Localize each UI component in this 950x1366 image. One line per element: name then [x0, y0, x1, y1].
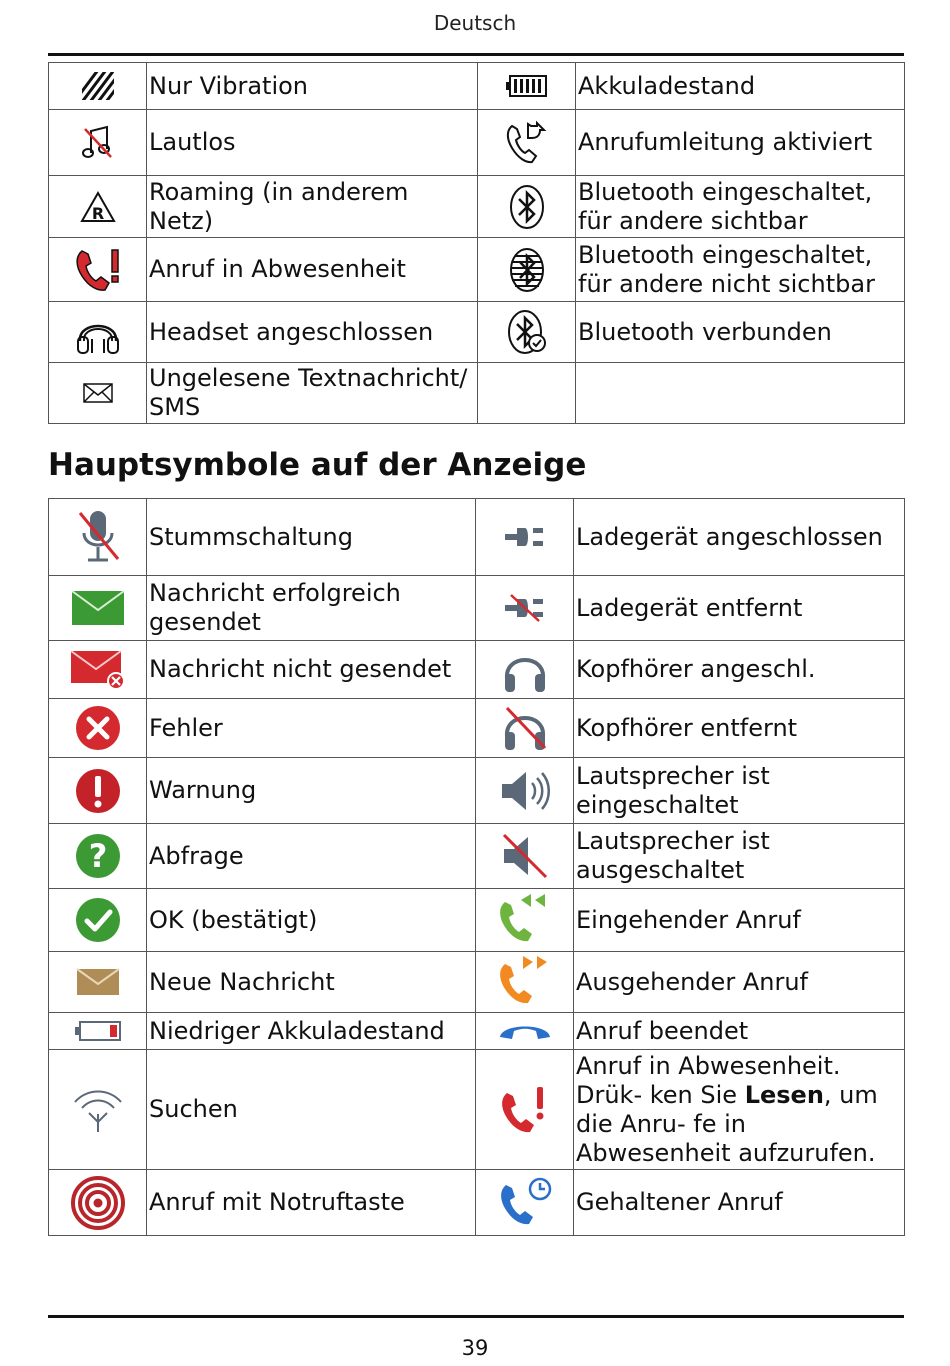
status-label-headset: Headset angeschlossen [147, 302, 478, 363]
low-battery-icon [49, 1013, 147, 1050]
missed-call-text-post: , um die Anru- fe in Abwesenheit aufzurufen. [576, 1080, 878, 1167]
label-headphones-removed: Kopfhörer entfernt [574, 699, 905, 758]
charger-connected-icon [476, 499, 574, 576]
table-row [49, 1170, 905, 1236]
header-rule [48, 53, 904, 56]
label-mute: Stummschaltung [147, 499, 476, 576]
speaker-off-icon [476, 824, 574, 889]
warning-icon [49, 758, 147, 824]
label-low-battery: Niedriger Akkuladestand [147, 1013, 476, 1050]
table-row [49, 576, 905, 641]
label-charger-removed: Ladegerät entfernt [574, 576, 905, 641]
envelope-icon [49, 363, 147, 424]
table-row [49, 699, 905, 758]
bluetooth-connected-icon [478, 302, 576, 363]
label-message-not-sent: Nachricht nicht gesendet [147, 641, 476, 699]
label-query: Abfrage [147, 824, 476, 889]
status-icons-table [48, 62, 905, 424]
section-title: Hauptsymbole auf der Anzeige [48, 447, 587, 483]
missed-call-icon [49, 238, 147, 302]
table-row [49, 63, 905, 110]
headphones-removed-icon [476, 699, 574, 758]
table-row [49, 1050, 905, 1170]
table-row [49, 363, 905, 424]
query-icon [49, 824, 147, 889]
bluetooth-hidden-icon [478, 238, 576, 302]
missed-call-text-pre: Anruf in Abwesenheit. Drük- ken Sie [576, 1051, 841, 1109]
label-speaker-on: Lautsprecher ist eingeschaltet [574, 758, 905, 824]
new-message-icon [49, 952, 147, 1013]
mute-icon [49, 499, 147, 576]
label-outgoing-call: Ausgehender Anruf [574, 952, 905, 1013]
message-sent-icon [49, 576, 147, 641]
headset-icon [49, 302, 147, 363]
ok-icon [49, 889, 147, 952]
status-label-bluetooth-connected: Bluetooth verbunden [576, 302, 905, 363]
status-label-vibration: Nur Vibration [147, 63, 478, 110]
roaming-icon [49, 176, 147, 238]
message-not-sent-icon [49, 641, 147, 699]
status-label-battery: Akkuladestand [576, 63, 905, 110]
page-number: 39 [461, 1336, 489, 1360]
label-warning: Warnung [147, 758, 476, 824]
label-new-message: Neue Nachricht [147, 952, 476, 1013]
held-call-icon [476, 1170, 574, 1236]
status-label-unread-sms: Ungelesene Textnachricht/ SMS [147, 363, 478, 424]
label-charger-connected: Ladegerät angeschlossen [574, 499, 905, 576]
table-row [49, 176, 905, 238]
headphones-connected-icon [476, 641, 574, 699]
label-headphones-connected: Kopfhörer angeschl. [574, 641, 905, 699]
label-call-ended: Anruf beendet [574, 1013, 905, 1050]
table-row [49, 1013, 905, 1050]
footer-rule [48, 1315, 904, 1318]
table-row [49, 889, 905, 952]
speaker-on-icon [476, 758, 574, 824]
status-label-roaming: Roaming (in anderem Netz) [147, 176, 478, 238]
status-label-call-forward: Anrufumleitung aktiviert [576, 110, 905, 176]
label-speaker-off: Lautsprecher ist ausgeschaltet [574, 824, 905, 889]
table-row [49, 238, 905, 302]
searching-icon [49, 1050, 147, 1170]
table-row [49, 952, 905, 1013]
outgoing-call-icon [476, 952, 574, 1013]
label-incoming-call: Eingehender Anruf [574, 889, 905, 952]
incoming-call-icon [476, 889, 574, 952]
status-label-bluetooth-visible: Bluetooth eingeschaltet, für andere sichtbar [576, 176, 905, 238]
status-label-missed-call: Anruf in Abwesenheit [147, 238, 478, 302]
label-ok: OK (bestätigt) [147, 889, 476, 952]
call-ended-icon [476, 1013, 574, 1050]
charger-removed-icon [476, 576, 574, 641]
table-row [49, 641, 905, 699]
table-row [49, 302, 905, 363]
read-keyword: Lesen [744, 1080, 824, 1109]
silent-icon [49, 110, 147, 176]
label-missed-call-main [574, 1050, 905, 1170]
label-emergency-call: Anruf mit Notruftaste [147, 1170, 476, 1236]
bluetooth-visible-icon [478, 176, 576, 238]
error-icon [49, 699, 147, 758]
empty-cell-label [576, 363, 905, 424]
table-row [49, 110, 905, 176]
table-row [49, 758, 905, 824]
vibration-icon [49, 63, 147, 110]
svg-text:?: ? [88, 837, 107, 875]
label-message-sent: Nachricht erfolgreich gesendet [147, 576, 476, 641]
table-row [49, 824, 905, 889]
main-icons-table [48, 498, 905, 1236]
missed-call-main-icon [476, 1050, 574, 1170]
empty-cell [478, 363, 576, 424]
page-header-language: Deutsch [433, 11, 517, 35]
svg-text:R: R [91, 203, 104, 223]
label-searching: Suchen [147, 1050, 476, 1170]
status-label-bluetooth-hidden: Bluetooth eingeschaltet, für andere nicht sichtbar [576, 238, 905, 302]
status-label-silent: Lautlos [147, 110, 478, 176]
table-row [49, 499, 905, 576]
label-error: Fehler [147, 699, 476, 758]
label-held-call: Gehaltener Anruf [574, 1170, 905, 1236]
call-forward-icon [478, 110, 576, 176]
battery-level-icon [478, 63, 576, 110]
emergency-call-icon [49, 1170, 147, 1236]
